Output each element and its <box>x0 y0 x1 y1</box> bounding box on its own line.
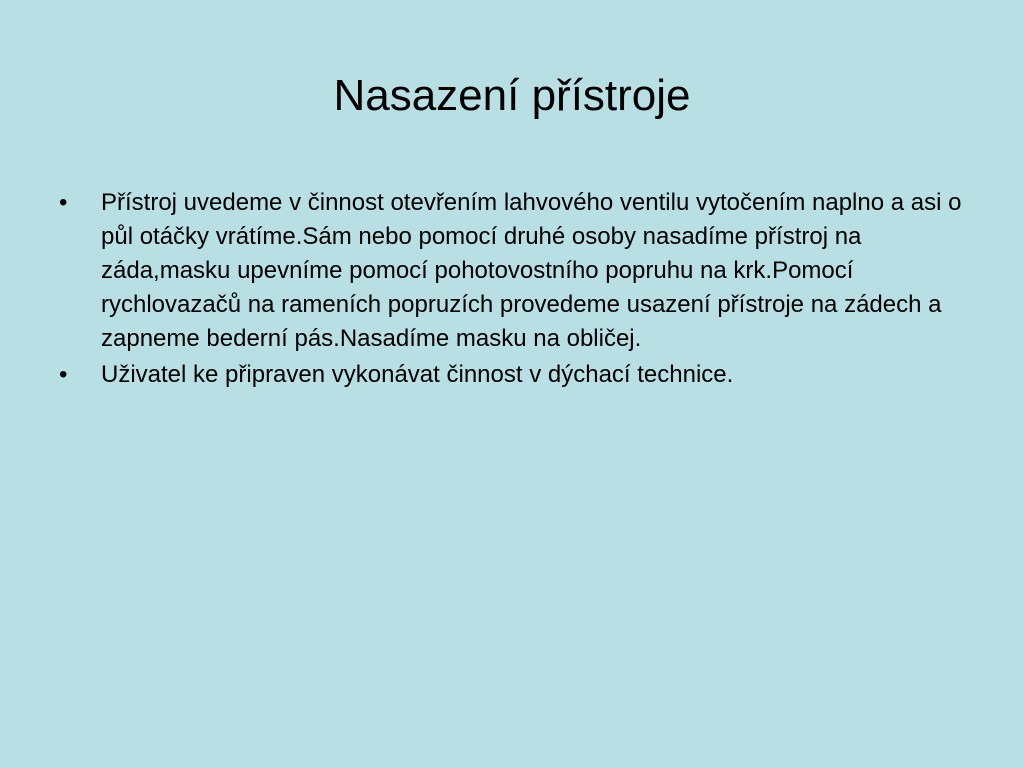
bullet-item-2 <box>57 358 977 392</box>
bullet-text-1: Přístroj uvedeme v činnost otevřením lahvového ventilu vytočením naplno a asi o půl otáčky vrátíme.Sám nebo pomocí druhé osoby nasadíme přístroj na záda,masku upevníme pomocí pohotovostního popruhu na krk.Pomocí rychlovazačů na rameních popruzích provedeme usazení přístroje na zádech a zapneme bederní pás.Nasadíme masku na obličej. <box>101 189 962 352</box>
bullet-marker: • <box>59 361 68 388</box>
bullet-marker: • <box>59 189 68 216</box>
bullet-text-2: Uživatel ke připraven vykonávat činnost v dýchací technice. <box>101 361 734 388</box>
slide-title: Nasazení přístroje <box>333 71 691 120</box>
bullet-item-1 <box>57 186 977 356</box>
bullet-list <box>57 186 977 392</box>
